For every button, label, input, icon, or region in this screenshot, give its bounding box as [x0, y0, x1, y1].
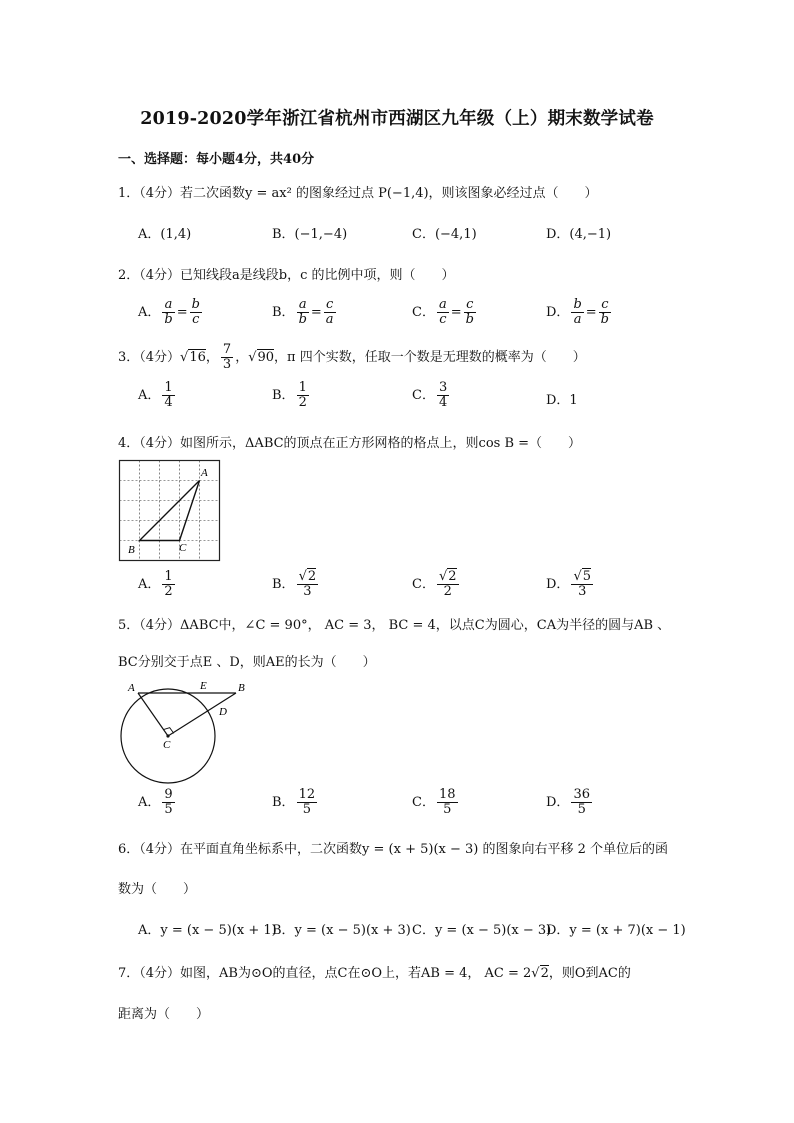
q5-option-a[interactable]: A． $\frac{9}{5}$	[138, 787, 173, 817]
vertex-c-label: C	[179, 542, 187, 554]
q3-option-c[interactable]: C． $\frac{3}{4}$	[412, 380, 448, 410]
q2-option-a[interactable]: A． $\frac{a}{b}$ = $\frac{b}{c}$	[138, 297, 200, 327]
q2-option-a-label: A．	[138, 305, 161, 320]
q5-option-b[interactable]: B． $\frac{12}{5}$	[272, 787, 316, 817]
q4-grid-figure	[118, 459, 222, 563]
q2-option-b[interactable]: B． $\frac{a}{b}$ = $\frac{c}{a}$	[272, 297, 334, 327]
fraction: $\frac{7}{3}$	[222, 342, 232, 372]
sqrt-icon: √	[573, 569, 582, 584]
q2-option-c-label: C．	[412, 305, 435, 320]
fraction: $\frac{b}{c}$	[191, 297, 200, 327]
fraction: $\frac{√2}{2}$	[438, 569, 457, 599]
fraction: $\frac{3}{4}$	[438, 380, 448, 410]
sqrt-icon: √	[298, 569, 307, 584]
q1-option-d[interactable]: D．(4,−1)	[546, 227, 612, 242]
q2-option-c[interactable]: C． $\frac{a}{c}$ = $\frac{c}{b}$	[412, 297, 474, 327]
vertex-a-label: A	[201, 467, 208, 479]
question-5-line-2: BC分别交于点E 、D，则AE的长为（ ）	[118, 655, 376, 670]
question-5-line-1: 5．（4分）ΔABC中，∠C = 90°， AC = 3， BC = 4，以点C为圆心，CA为半径的圆与AB 、	[118, 618, 671, 633]
question-2-stem: 2．（4分）已知线段a是线段b，c 的比例中项，则（ ）	[118, 268, 455, 283]
q2-option-d[interactable]: D． $\frac{b}{a}$ = $\frac{c}{b}$	[546, 297, 609, 327]
fraction: $\frac{a}{b}$	[298, 297, 307, 327]
fraction: $\frac{a}{c}$	[438, 297, 447, 327]
page-title: 2019-2020学年浙江省杭州市西湖区九年级（上）期末数学试卷	[140, 109, 654, 129]
q4-option-a[interactable]: A． $\frac{1}{2}$	[138, 569, 173, 599]
q6-option-d[interactable]: D．y = (x + 7)(x − 1)	[546, 923, 686, 938]
q3-option-a[interactable]: A． $\frac{1}{4}$	[138, 380, 173, 410]
q5-circle-figure	[116, 676, 252, 786]
point-b-label: B	[238, 682, 245, 694]
q6-option-b[interactable]: B．y = (x − 5)(x + 3)	[272, 923, 411, 938]
fraction: $\frac{√5}{3}$	[573, 569, 592, 599]
section-heading: 一、选择题：每小题4分，共40分	[118, 152, 315, 167]
question-1-stem: 1．（4分）若二次函数y = ax² 的图象经过点 P(−1,4)，则该图象必经过点（ ）	[118, 186, 598, 201]
q5-option-d[interactable]: D． $\frac{36}{5}$	[546, 787, 590, 817]
sqrt-icon: √	[180, 350, 189, 365]
sqrt-icon: √	[531, 966, 540, 981]
q6-option-a[interactable]: A．y = (x − 5)(x + 1)	[138, 923, 277, 938]
point-a-label: A	[128, 682, 135, 694]
q3-option-b[interactable]: B． $\frac{1}{2}$	[272, 380, 307, 410]
sqrt-icon: √	[438, 569, 448, 584]
q1-option-b[interactable]: B．(−1,−4)	[272, 227, 348, 242]
fraction: $\frac{c}{b}$	[465, 297, 474, 327]
q2-option-d-label: D．	[546, 305, 570, 320]
question-7-line-2: 距离为（ ）	[118, 1007, 210, 1022]
question-6-line-1: 6．（4分）在平面直角坐标系中，二次函数y = (x + 5)(x − 3) 的图象向右平移 2 个单位后的函	[118, 842, 669, 857]
q4-option-c[interactable]: C． $\frac{√2}{2}$	[412, 569, 457, 599]
fraction: $\frac{c}{b}$	[600, 297, 609, 327]
fraction: $\frac{36}{5}$	[573, 787, 590, 817]
fraction: $\frac{b}{a}$	[573, 297, 582, 327]
fraction: $\frac{18}{5}$	[438, 787, 456, 817]
q5-option-c[interactable]: C． $\frac{18}{5}$	[412, 787, 456, 817]
fraction: $\frac{a}{b}$	[164, 297, 173, 327]
fraction: $\frac{√2}{3}$	[298, 569, 317, 599]
point-e-label: E	[200, 680, 207, 692]
question-6-line-2: 数为（ ）	[118, 882, 197, 897]
fraction: $\frac{9}{5}$	[164, 787, 173, 817]
question-4-stem: 4．（4分）如图所示，ΔABC的顶点在正方形网格的格点上，则cos B =（ ）	[118, 436, 582, 451]
triangle-abc	[140, 481, 200, 541]
vertex-b-label: B	[128, 544, 135, 556]
fraction: $\frac{1}{2}$	[164, 569, 173, 599]
q3-option-d[interactable]: D．1	[546, 393, 578, 408]
q2-option-b-label: B．	[272, 305, 295, 320]
fraction: $\frac{1}{2}$	[298, 380, 307, 410]
point-c-label: C	[163, 739, 171, 751]
fraction: $\frac{1}{4}$	[164, 380, 173, 410]
q1-option-a[interactable]: A．(1,4)	[138, 227, 192, 242]
sqrt-icon: √	[248, 350, 257, 365]
question-3-stem: 3．（4分）√16， $\frac{7}{3}$ ，√90，π 四个实数，任取一个数是无理数的概率为（ ）	[118, 342, 586, 372]
center-point	[166, 734, 169, 737]
q4-option-d[interactable]: D． $\frac{√5}{3}$	[546, 569, 592, 599]
q4-option-b[interactable]: B． $\frac{√2}{3}$	[272, 569, 317, 599]
point-d-label: D	[219, 706, 227, 718]
q1-option-c[interactable]: C．(−4,1)	[412, 227, 477, 242]
q6-option-c[interactable]: C．y = (x − 5)(x − 3)	[412, 923, 552, 938]
question-7-line-1: 7．（4分）如图，AB为⊙O的直径，点C在⊙O上，若AB = 4， AC = 2√2，则O到AC的	[118, 966, 631, 981]
fraction: $\frac{12}{5}$	[298, 787, 316, 817]
fraction: $\frac{c}{a}$	[325, 297, 334, 327]
